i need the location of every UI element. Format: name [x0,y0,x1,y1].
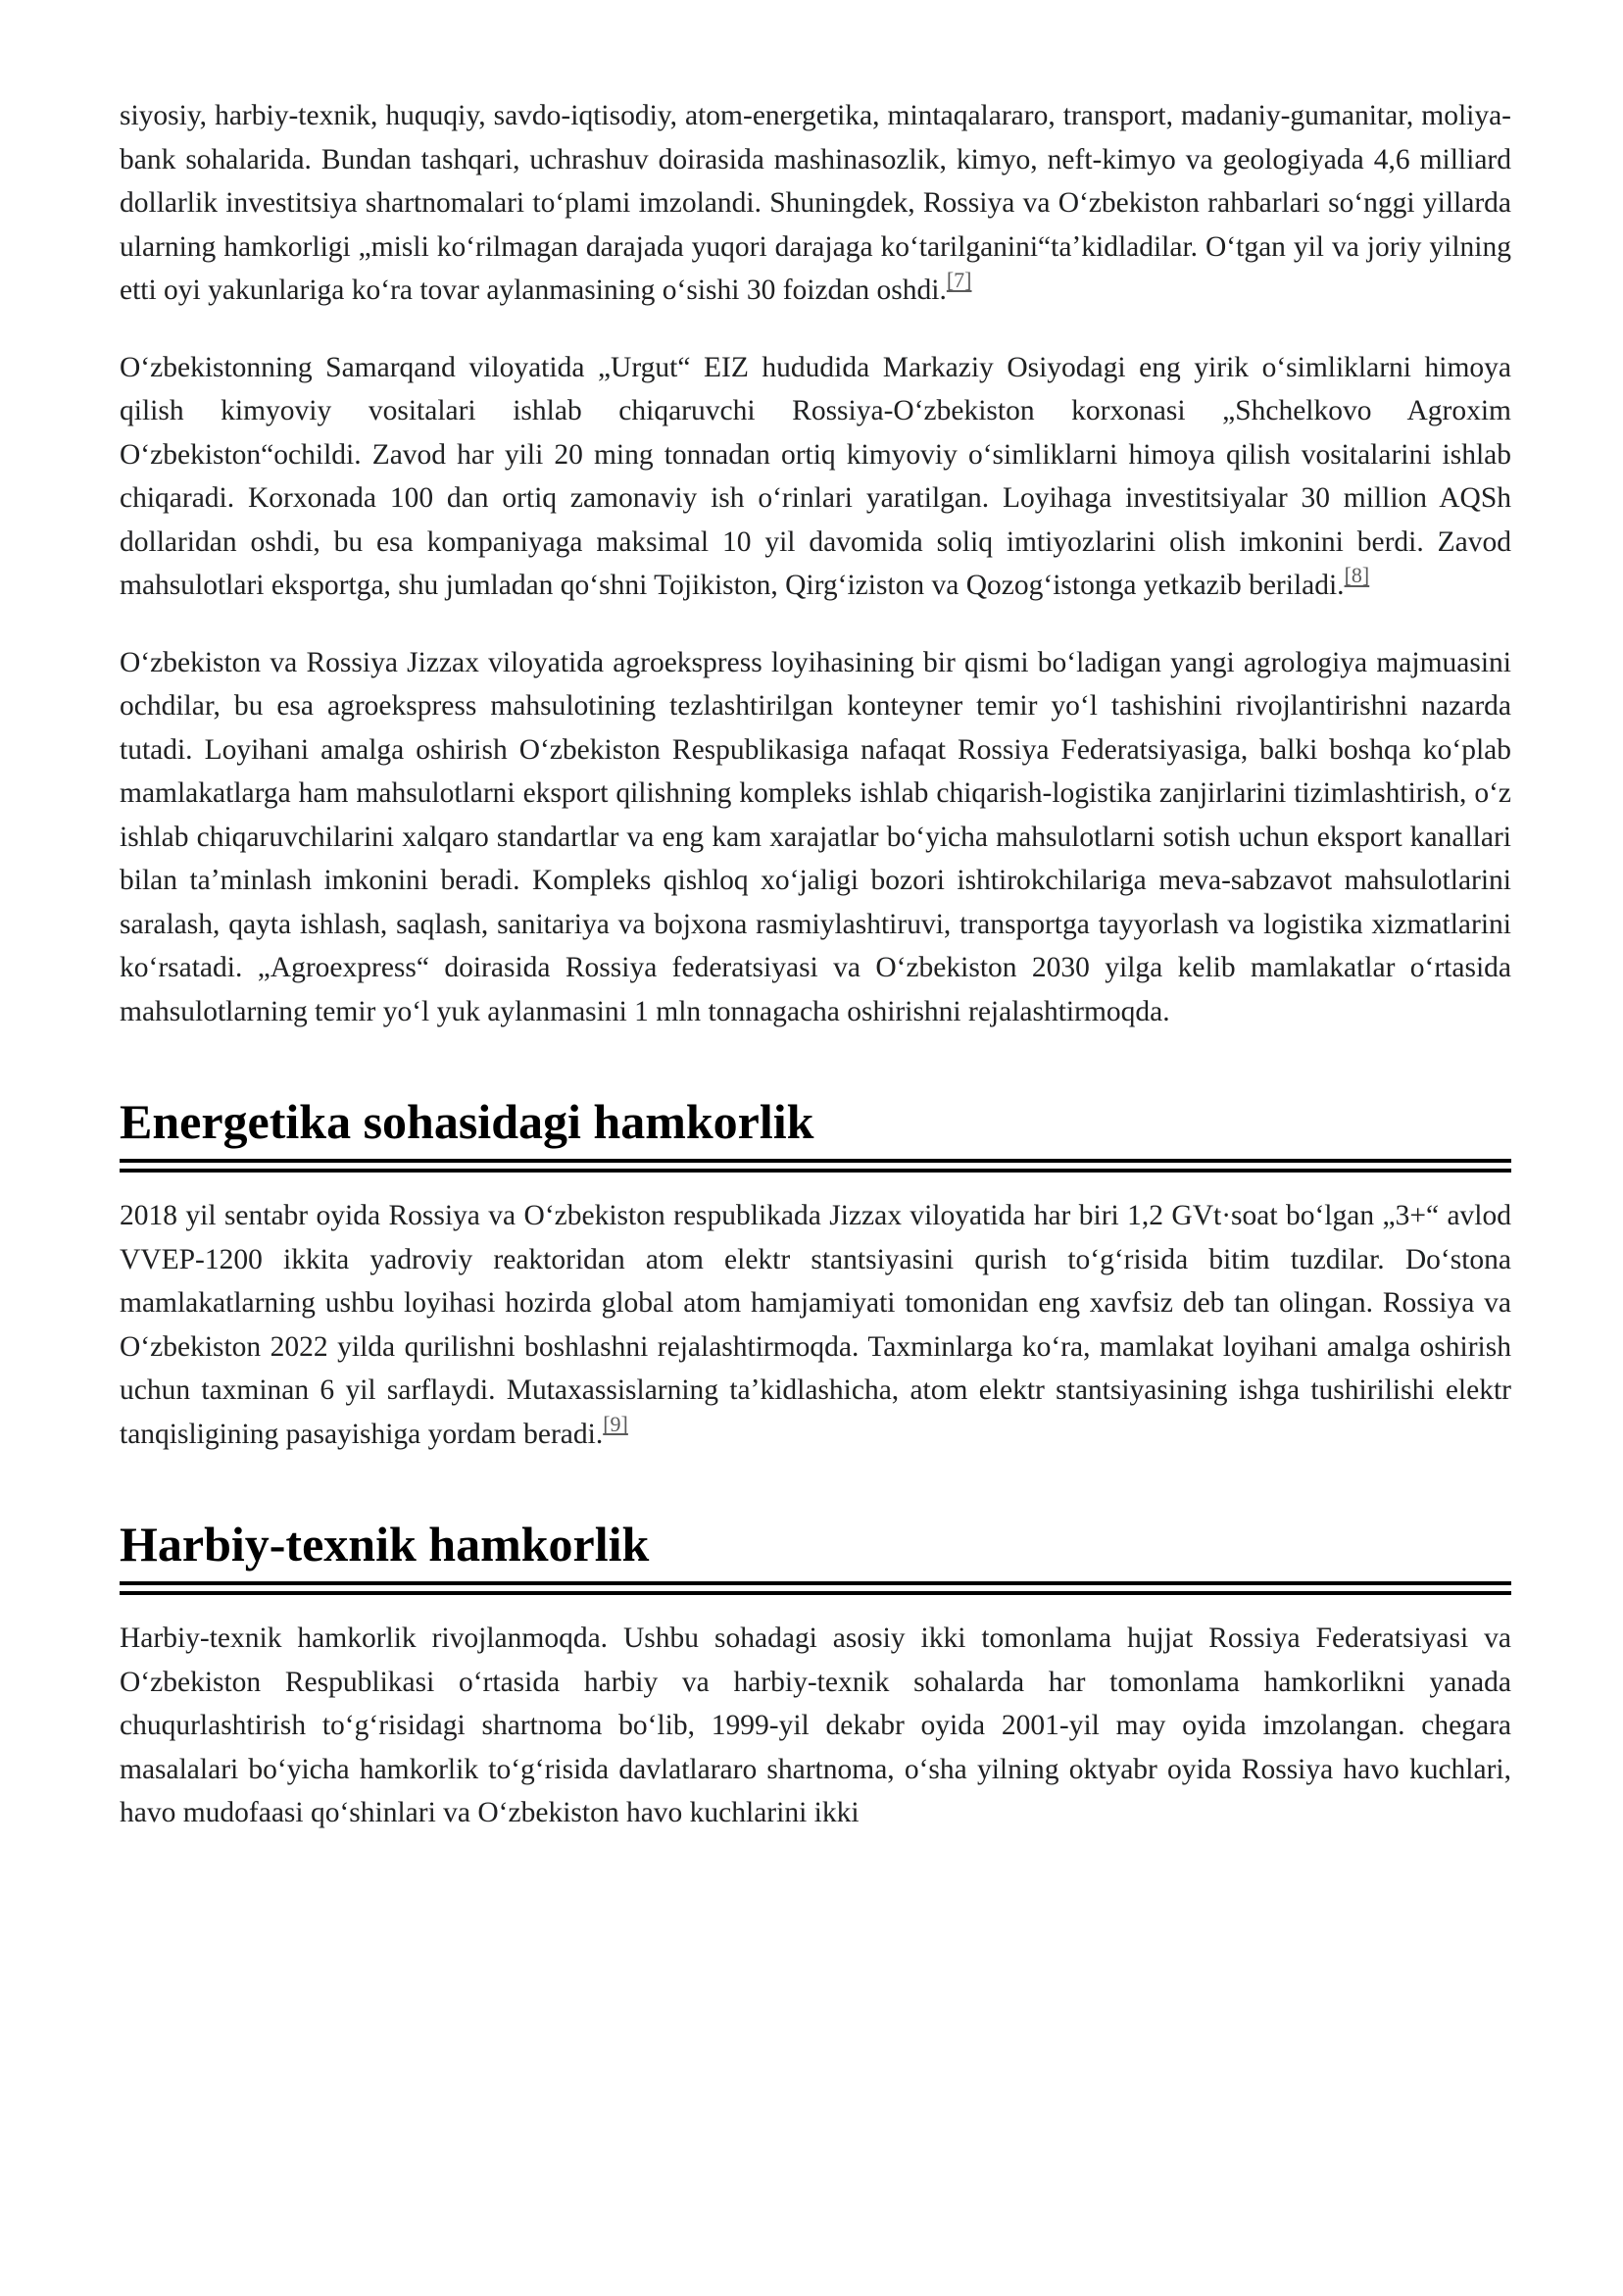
section-heading-energy: Energetika sohasidagi hamkorlik [120,1092,1511,1163]
paragraph-military [120,1617,1511,1835]
paragraph-text: Oʻzbekistonning Samarqand viloyatida „Urgut“ EIZ hududida Markaziy Osiyodagi eng yirik oʻsimliklarni himoya qilish kimyoviy vositalari ishlab chiqaruvchi Rossiya-Oʻzbekiston korxonasi „Shchelkovo Agroxim Oʻzbekiston“ochildi. Zavod har yili 20 ming tonnadan ortiq kimyoviy oʻsimliklarni himoya qilish vositalarini ishlab chiqaradi. Korxonada 100 dan ortiq zamonaviy ish oʻrinlari yaratilgan. Loyihaga investitsiyalar 30 million AQSh dollaridan oshdi, bu esa kompaniyaga maksimal 10 yil davomida soliq imtiyozlarini olish imkonini berdi. Zavod mahsulotlari eksportga, shu jumladan qoʻshni Tojikiston, Qirgʻiziston va Qozogʻistonga yetkazib beriladi. [120,351,1511,601]
reference-link[interactable]: [8] [1344,562,1370,587]
section-heading-military: Harbiy-texnik hamkorlik [120,1515,1511,1585]
article-content [120,94,1511,1869]
paragraph-text: 2018 yil sentabr oyida Rossiya va Oʻzbekiston respublikada Jizzax viloyatida har biri 1,2 GVt·soat boʻlgan „3+“ avlod VVEP-1200 ikkita yadroviy reaktoridan atom elektr stantsiyasini qurish toʻgʻrisida bitim tuzdilar. Doʻstona mamlakatlarning ushbu loyihasi hozirda global atom hamjamiyati tomonidan eng xavfsiz deb tan olingan. Rossiya va Oʻzbekiston 2022 yilda qurilishni boshlashni rejalashtirmoqda. Taxminlarga koʻra, mamlakat loyihani amalga oshirish uchun taxminan 6 yil sarflaydi. Mutaxassislarning taʼkidlashicha, atom elektr stantsiyasining ishga tushirilishi elektr tanqisligining pasayishiga yordam beradi. [120,1200,1511,1450]
paragraph-text: Harbiy-texnik hamkorlik rivojlanmoqda. Ushbu sohadagi asosiy ikki tomonlama hujjat Rossiya Federatsiyasi va Oʻzbekiston Respublikasi oʻrtasida harbiy va harbiy-texnik sohalarda har tomonlama hamkorlikni yanada chuqurlashtirish toʻgʻrisidagi shartnoma boʻlib, 1999-yil dekabr oyida 2001-yil may oyida imzolangan. chegara masalalari boʻyicha hamkorlik toʻgʻrisida davlatlararo shartnoma, oʻsha yilning oktyabr oyida Rossiya havo kuchlari, havo mudofaasi qoʻshinlari va Oʻzbekiston havo kuchlarini ikki [120,1622,1511,1828]
paragraph-energy [120,1194,1511,1456]
paragraph-cooperation-areas [120,94,1511,313]
paragraph-text: siyosiy, harbiy-texnik, huquqiy, savdo-iqtisodiy, atom-energetika, mintaqalararo, transport, madaniy-gumanitar, moliya-bank sohalarida. Bundan tashqari, uchrashuv doirasida mashinasozlik, kimyo, neft-kimyo va geologiyada 4,6 milliard dollarlik investitsiya shartnomalari toʻplami imzolandi. Shuningdek, Rossiya va Oʻzbekiston rahbarlari soʻnggi yillarda ularning hamkorligi „misli koʻrilmagan darajada yuqori darajaga koʻtarilganini“taʼkidladilar. Oʻtgan yil va joriy yilning etti oyi yakunlariga koʻra tovar aylanmasining oʻsishi 30 foizdan oshdi. [120,100,1511,306]
paragraph-urgut-plant [120,346,1511,608]
reference-link[interactable]: [7] [946,267,972,292]
reference-link[interactable]: [9] [603,1411,628,1436]
paragraph-text: Oʻzbekiston va Rossiya Jizzax viloyatida agroekspress loyihasining bir qismi boʻladigan yangi agrologiya majmuasini ochdilar, bu esa agroekspress mahsulotining tezlashtirilgan konteyner temir yoʻl tashishini rivojlantirishni nazarda tutadi. Loyihani amalga oshirish Oʻzbekiston Respublikasiga nafaqat Rossiya Federatsiyasiga, balki boshqa koʻplab mamlakatlarga ham mahsulotlarni eksport qilishning kompleks ishlab chiqarish-logistika zanjirlarini tizimlashtirish, oʻz ishlab chiqaruvchilarini xalqaro standartlar va eng kam xarajatlar boʻyicha mahsulotlarni sotish uchun eksport kanallari bilan taʼminlash imkonini beradi. Kompleks qishloq xoʻjaligi bozori ishtirokchilariga meva-sabzavot mahsulotlarini saralash, qayta ishlash, saqlash, sanitariya va bojxona rasmiylashtiruvi, transportga tayyorlash va logistika xizmatlarini koʻrsatadi. „Agroexpress“ doirasida Rossiya federatsiyasi va Oʻzbekiston 2030 yilga kelib mamlakatlar oʻrtasida mahsulotlarning temir yoʻl yuk aylanmasini 1 mln tonnagacha oshirishni rejalashtirmoqda. [120,646,1511,1027]
paragraph-agroexpress [120,641,1511,1034]
